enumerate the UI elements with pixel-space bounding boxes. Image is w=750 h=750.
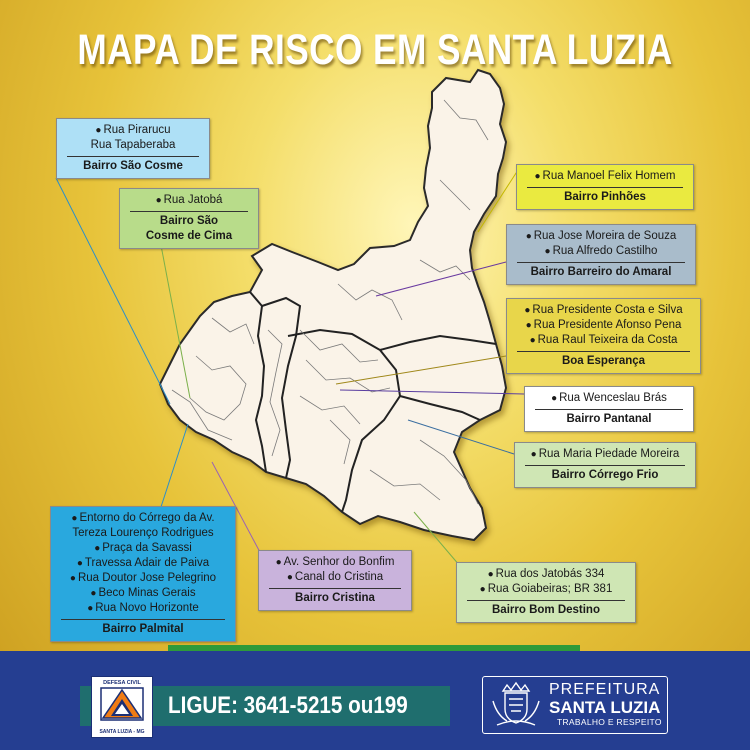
bairro-label: Bairro Barreiro do Amaral [530,266,672,278]
bairro-label: Bairro Córrego Frio [551,469,659,481]
callout-boa-esperanca [506,298,701,374]
divider [527,187,683,188]
defesa-civil-logo [91,676,153,738]
page-title: MAPA DE RISCO EM SANTA LUZIA [77,26,673,74]
callout-cristina [258,550,412,611]
bairro-label: Bairro Cristina [295,592,375,604]
divider [269,588,401,589]
divider [517,262,685,263]
street-item: ● Rua Presidente Costa e Silva [524,304,683,316]
callout-corrego-frio [514,442,696,488]
divider [535,409,683,410]
defesa-civil-city: SANTA LUZIA - MG [99,729,145,735]
street-item: ● Rua Presidente Afonso Pena [525,319,682,331]
street-item: ● Rua Raul Teixeira da Costa [529,334,678,346]
street-item: ● Travessa Adair de Paiva [76,557,210,569]
street-item: ● Rua Doutor Jose Pelegrino [69,572,217,584]
callout-bom-destino [456,562,636,623]
street-item: ● Rua dos Jatobás 334 [487,568,605,580]
street-item: ● Canal do Cristina [286,571,384,583]
street-item: ● Rua Maria Piedade Moreira [530,448,680,460]
street-item: ● Rua Manoel Felix Homem [534,170,676,182]
defesa-civil-emblem-icon [100,687,144,721]
street-item: ● Praça da Savassi [94,542,192,554]
city-name: SANTA LUZIA [549,698,661,717]
bairro-label: Bairro São Cosme [83,160,183,172]
street-item: ● Av. Senhor do Bonfim [275,556,395,568]
callout-sao-cosme [56,118,210,179]
coat-of-arms-icon [489,681,543,729]
street-item: ● Beco Minas Gerais [90,587,196,599]
prefeitura-logo [482,676,668,734]
defesa-civil-label: DEFESA CIVIL [103,680,141,686]
municipality-shape [160,70,506,540]
street-item: ● Rua Pirarucu [95,124,171,136]
callout-sao-cosme-de-cima [119,188,259,249]
callout-barreiro-do-amaral [506,224,696,285]
divider [525,465,685,466]
divider [61,619,225,620]
street-item: ● Rua Jose Moreira de Souza [525,230,677,242]
callout-pantanal [524,386,694,432]
street-item: ● Rua Novo Horizonte [87,602,199,614]
divider [467,600,625,601]
divider [517,351,690,352]
divider [67,156,199,157]
bairro-label: Bairro São Cosme de Cima [145,215,233,242]
bairro-label: Bairro Palmital [102,623,184,635]
leader-palmital [160,424,188,510]
street-item: ● Rua Jatobá [155,194,223,206]
divider [130,211,248,212]
bairro-label: Bairro Bom Destino [492,604,600,616]
street-item: ● Rua Alfredo Castilho [544,245,658,257]
prefeitura-label: PREFEITURA [549,681,661,698]
street-item: ● Rua Goiabeiras; BR 381 [479,583,613,595]
street-item: Rua Tapaberaba [90,139,176,151]
city-slogan: TRABALHO E RESPEITO [557,717,662,727]
callout-pinhoes [516,164,694,210]
callout-palmital [50,506,236,642]
street-item: ● Entorno do Córrego da Av. Tereza Lourenço Rodrigues [71,512,215,539]
bairro-label: Bairro Pinhões [564,191,646,203]
bairro-label: Boa Esperança [561,355,646,367]
bairro-label: Bairro Pantanal [566,413,652,425]
phone-number-text[interactable]: LIGUE: 3641-5215 ou199 [168,692,408,719]
street-item: ● Rua Wenceslau Brás [551,392,667,404]
